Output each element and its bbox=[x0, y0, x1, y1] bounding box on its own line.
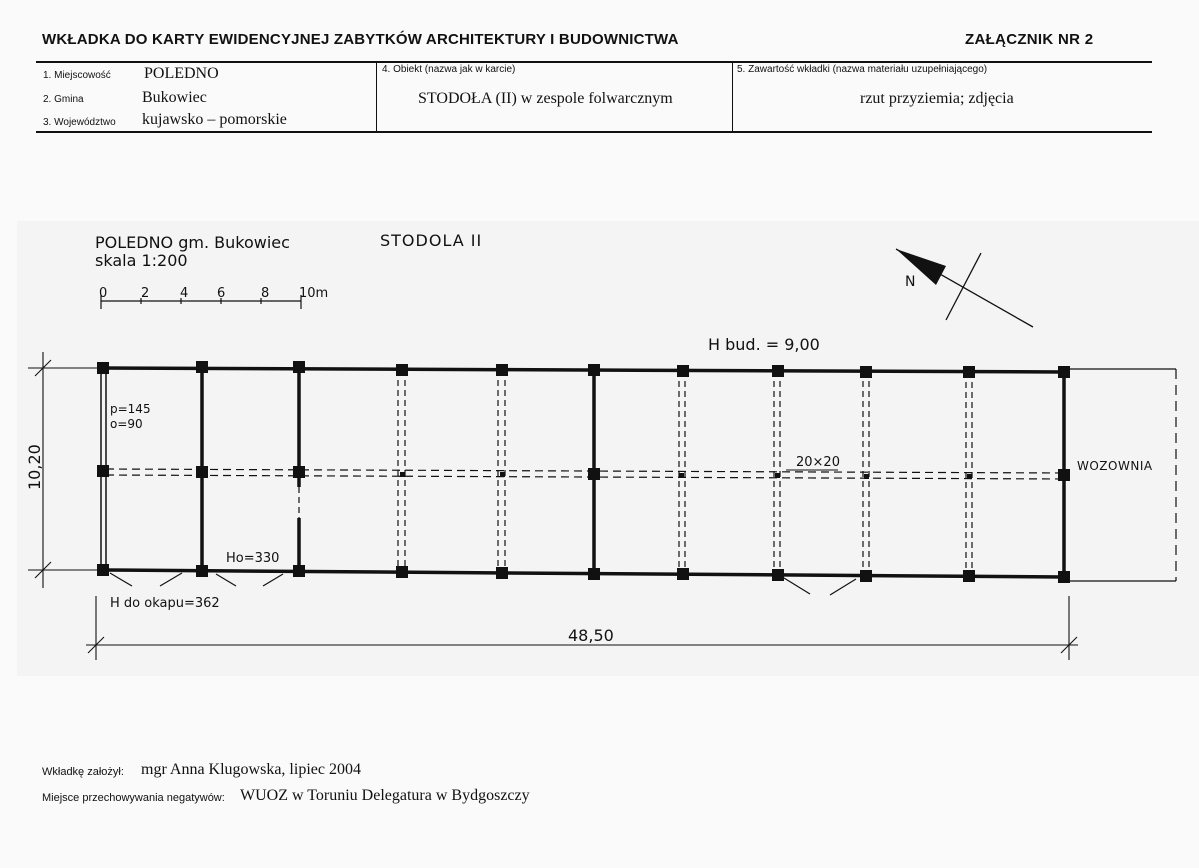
storage-label: Miejsce przechowywania negatywów: bbox=[42, 792, 225, 804]
scale-tick-0: 0 bbox=[99, 286, 108, 301]
dashed-frames bbox=[299, 370, 972, 576]
eaves-height-label: H do okapu=362 bbox=[110, 596, 220, 611]
wozownia-outline bbox=[1064, 369, 1176, 581]
field-contents-value: rzut przyziemia; zdjęcia bbox=[860, 90, 1014, 107]
field-contents-label: 5. Zawartość wkładki (nazwa materiału uzupełniającego) bbox=[737, 64, 988, 75]
dim-width-label: 10,20 bbox=[25, 444, 44, 490]
post-size-label: 20×20 bbox=[796, 455, 840, 470]
storage-value: WUOZ w Toruniu Delegatura w Bydgoszczy bbox=[240, 787, 530, 804]
building-height: H bud. = 9,00 bbox=[708, 335, 820, 354]
window-o-label: o=90 bbox=[110, 417, 143, 431]
door-height-label: Ho=330 bbox=[226, 551, 280, 566]
field-object-value: STODOŁA (II) w zespole folwarcznym bbox=[418, 90, 673, 107]
field-voivodeship-label: 3. Województwo bbox=[43, 117, 116, 128]
document-title: WKŁADKA DO KARTY EWIDENCYJNEJ ZABYTKÓW ARCHITEKTURY I BUDOWNICTWA bbox=[42, 31, 679, 48]
field-object-label: 4. Obiekt (nazwa jak w karcie) bbox=[382, 64, 516, 75]
scale-tick-8: 8 bbox=[261, 286, 270, 301]
author-label: Wkładkę założył: bbox=[42, 766, 124, 778]
drawing-place: POLEDNO gm. Bukowiec bbox=[95, 233, 290, 252]
scale-tick-4: 4 bbox=[180, 286, 189, 301]
scale-tick-6: 6 bbox=[217, 286, 226, 301]
annex-number: ZAŁĄCZNIK NR 2 bbox=[965, 31, 1094, 48]
posts bbox=[97, 361, 1070, 583]
field-commune-label: 2. Gmina bbox=[43, 94, 84, 105]
north-label: N bbox=[905, 274, 916, 290]
central-beam bbox=[106, 469, 1064, 479]
field-locality-value: POLEDNO bbox=[144, 65, 219, 82]
field-voivodeship-value: kujawsko – pomorskie bbox=[142, 111, 287, 128]
scale-tick-2: 2 bbox=[141, 286, 150, 301]
scale-bar bbox=[101, 295, 301, 309]
dim-length-label: 48,50 bbox=[568, 626, 614, 645]
room-label-wozownia: WOZOWNIA bbox=[1077, 459, 1153, 473]
window-p-label: p=145 bbox=[110, 402, 151, 416]
scale-tick-10: 10m bbox=[299, 286, 329, 301]
north-arrow-icon bbox=[896, 249, 1033, 327]
drawing-scale: skala 1:200 bbox=[95, 251, 188, 270]
author-value: mgr Anna Klugowska, lipiec 2004 bbox=[141, 761, 361, 778]
field-locality-label: 1. Miejscowość bbox=[43, 70, 111, 81]
field-commune-value: Bukowiec bbox=[142, 89, 207, 106]
drawing-title: STODOLA II bbox=[380, 231, 483, 250]
